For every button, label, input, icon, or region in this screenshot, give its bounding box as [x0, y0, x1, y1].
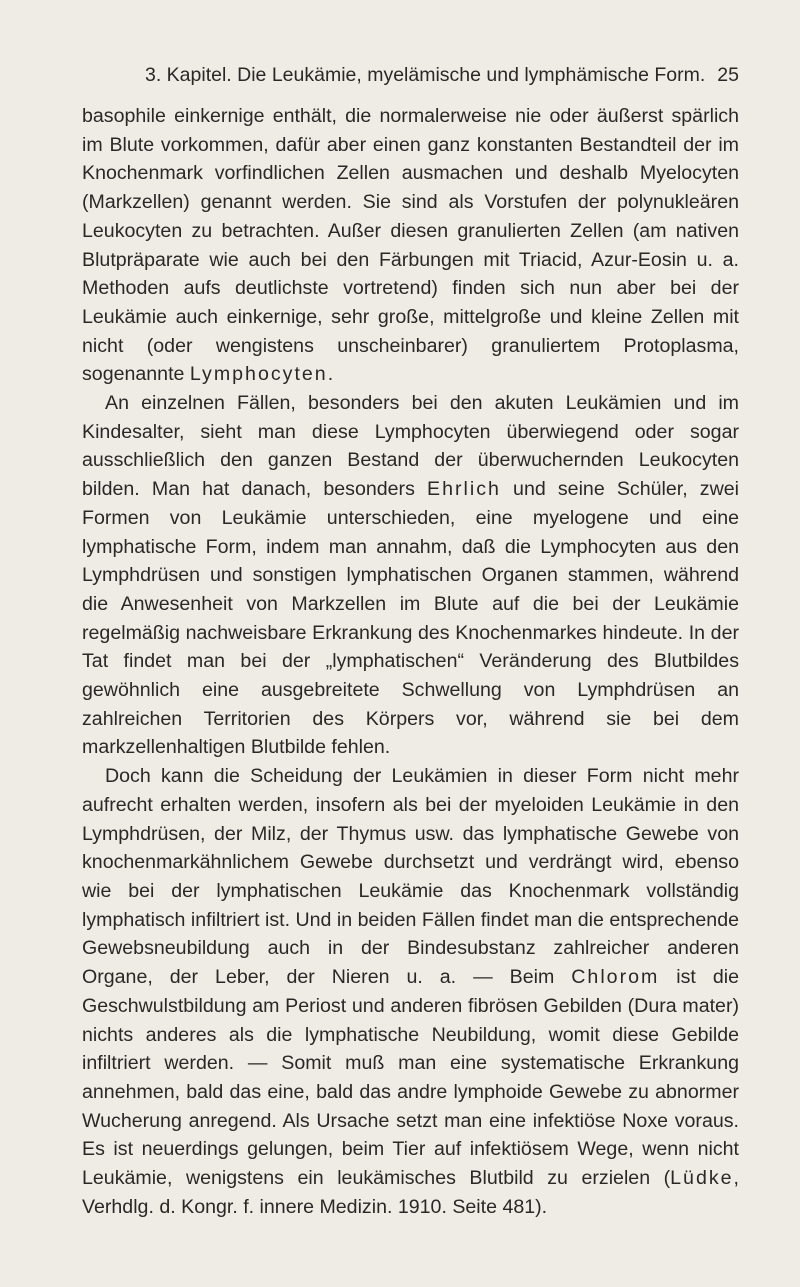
text-run: An einzelnen Fällen, besonders bei den akuten Leukämien und im Kindesalter, sieht man diese Lymphocyten überwiegend oder sogar ausschließlich den ganzen Bestand der überwuchernden Leukocyten bilden. Man hat danach, besonders: [82, 392, 739, 501]
text-run: ist die Geschwulstbildung am Periost und anderen fibrösen Gebilden (Dura mater) nichts anderes als die lymphatische Neubildung, womit diese Gebilde infiltriert werden. — Somit muß man eine systematische Erkrankung annehmen, bald das eine, bald das andre lymphoide Gewebe zu abnormer Wucherung anregend. Als Ursache setzt man eine infektiöse Noxe voraus. Es ist neuerdings gelungen, beim Tier auf infektiösem Wege, wenn nicht Leukämie, wenigstens ein leukämisches Blutbild zu erzielen (: [82, 966, 739, 1190]
spaced-term: Lymphocyten: [189, 363, 328, 386]
text-run: , Verhdlg. d. Kongr. f. innere Medizin. 1910. Seite 481).: [82, 1167, 739, 1218]
page-number: 25: [717, 64, 739, 86]
text-run: .: [327, 363, 334, 386]
body-text: [82, 102, 739, 1221]
paragraph: [82, 389, 739, 762]
spaced-term: Lüdke: [670, 1167, 734, 1190]
paragraph: [82, 102, 739, 389]
paragraph: [82, 762, 739, 1221]
spaced-term: Chlorom: [571, 966, 660, 989]
running-header: [82, 60, 739, 90]
text-run: basophile einkernige enthält, die normalerweise nie oder äußerst spärlich im Blute vorkommen, dafür aber einen ganz konstanten Bestandteil der im Knochenmark vorfindlichen Zellen ausmachen und deshalb Myelocyten (Markzellen) genannt werden. Sie sind als Vorstufen der polynukleären Leukocyten zu betrachten. Außer diesen granulierten Zellen (am nativen Blutpräparate wie auch bei den Färbungen mit Triacid, Azur-Eosin u. a. Methoden aufs deutlichste vortretend) finden sich nun aber bei der Leukämie auch einkernige, sehr große, mittelgroße und kleine Zellen mit nicht (oder wengistens unscheinbarer) granuliertem Protoplasma, sogenannte: [82, 105, 739, 386]
chapter-title: 3. Kapitel. Die Leukämie, myelämische und lymphämische Form.: [145, 64, 706, 86]
text-run: und seine Schüler, zwei Formen von Leukämie unterschieden, eine myelogene und eine lymphatische Form, indem man annahm, daß die Lymphocyten aus den Lymphdrüsen und sonstigen lymphatischen Organen stammen, während die Anwesenheit von Markzellen im Blute auf die bei der Leukämie regelmäßig nachweisbare Erkrankung des Knochenmarkes hindeute. In der Tat findet man bei der „lymphatischen“ Veränderung des Blutbildes gewöhnlich eine ausgebreitete Schwellung von Lymphdrüsen an zahlreichen Territorien des Körpers vor, während sie bei dem markzellenhaltigen Blutbilde fehlen.: [82, 478, 739, 759]
text-run: Doch kann die Scheidung der Leukämien in dieser Form nicht mehr aufrecht erhalten werden, insofern als bei der myeloiden Leukämie in den Lymphdrüsen, der Milz, der Thymus usw. das lymphatische Gewebe von knochenmarkähnlichem Gewebe durchsetzt und verdrängt wird, ebenso wie bei der lymphatischen Leukämie das Knochenmark vollständig lymphatisch infiltriert ist. Und in beiden Fällen findet man die entsprechende Gewebsneubildung auch in der Bindesubstanz zahlreicher anderen Organe, der Leber, der Nieren u. a. — Beim: [82, 765, 739, 989]
spaced-term: Ehrlich: [427, 478, 501, 501]
